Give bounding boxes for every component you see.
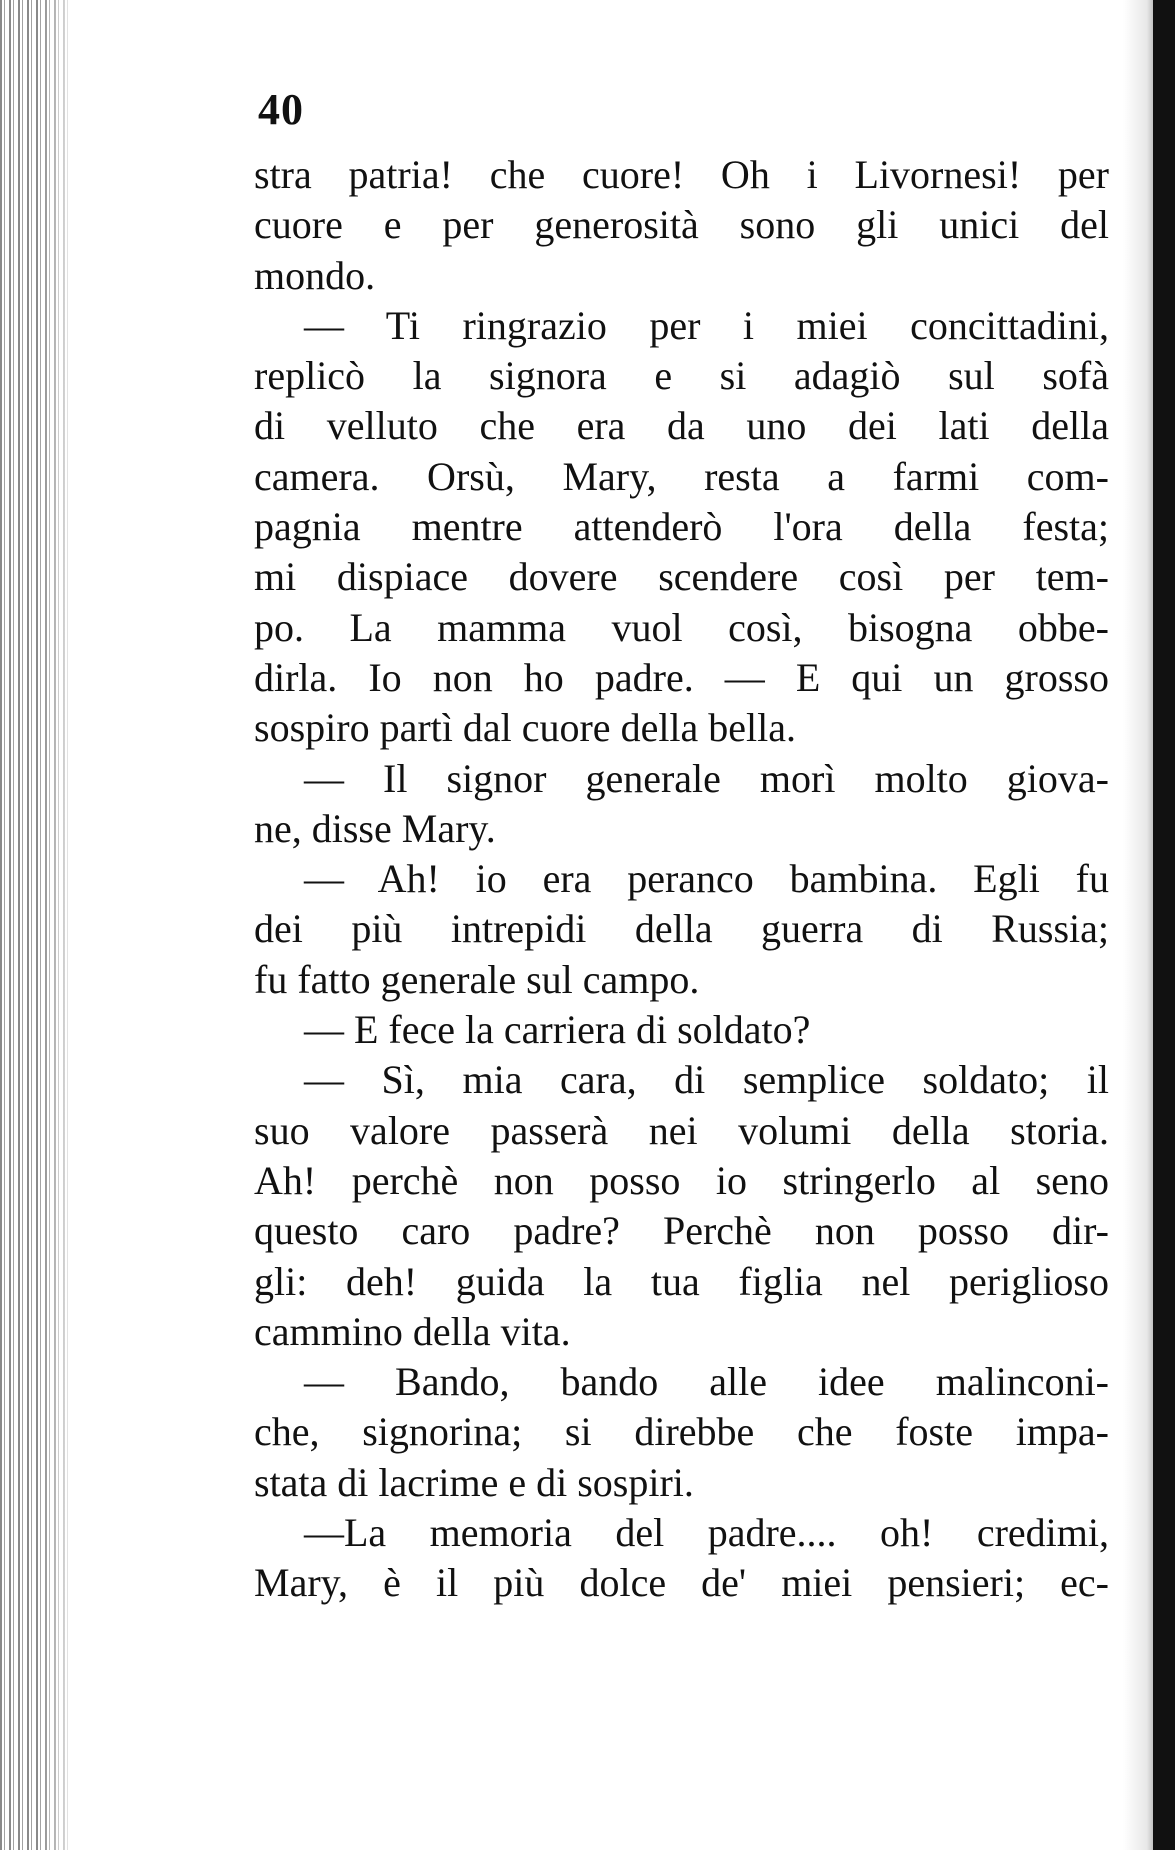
text-line: dirla. Io non ho padre. — E qui un grosso (254, 654, 1109, 700)
page-edge-shade (1123, 0, 1153, 1850)
text-line: po. La mamma vuol così, bisogna obbe- (254, 604, 1109, 650)
text-line: mondo. (254, 252, 376, 298)
text-line: questo caro padre? Perchè non posso dir- (254, 1208, 1109, 1254)
text-line: Ah! perchè non posso io stringerlo al seno (254, 1157, 1109, 1203)
text-line: replicò la signora e si adagiò sul sofà (254, 353, 1109, 399)
page-number: 40 (258, 85, 304, 134)
text-line: fu fatto generale sul campo. (254, 956, 700, 1002)
text-line: stata di lacrime e di sospiri. (254, 1459, 694, 1505)
text-line: sospiro partì dal cuore della bella. (254, 705, 797, 751)
text-line: stra patria! che cuore! Oh i Livornesi! per (254, 152, 1109, 197)
text-line: — Ti ringrazio per i miei concittadini, (304, 302, 1109, 348)
text-line: — Il signor generale morì molto giova- (304, 755, 1109, 801)
text-line: — Sì, mia cara, di semplice soldato; il (304, 1057, 1109, 1103)
text-line: cuore e per generosità sono gli unici del (254, 202, 1109, 248)
text-line: Mary, è il più dolce de' miei pensieri; ec- (254, 1560, 1109, 1606)
page-edge (1153, 0, 1175, 1850)
text-line: dei più intrepidi della guerra di Russia; (254, 906, 1109, 952)
binding-shadow-fade (40, 0, 80, 1850)
text-line: pagnia mentre attenderò l'ora della festa; (254, 504, 1109, 550)
text-line: — Bando, bando alle idee malinconi- (304, 1359, 1109, 1405)
text-line: cammino della vita. (254, 1308, 571, 1354)
text-line: mi dispiace dovere scendere così per tem- (254, 554, 1109, 600)
text-line: ne, disse Mary. (254, 805, 496, 851)
text-line: camera. Orsù, Mary, resta a farmi com- (254, 453, 1109, 499)
text-line: gli: deh! guida la tua figlia nel periglioso (254, 1258, 1109, 1304)
text-line: —La memoria del padre.... oh! credimi, (304, 1510, 1109, 1556)
text-line: — E fece la carriera di soldato? (304, 1007, 811, 1053)
text-line: suo valore passerà nei volumi della storia. (254, 1107, 1109, 1153)
body-text (254, 150, 1109, 1609)
text-line: che, signorina; si direbbe che foste impa- (254, 1409, 1109, 1455)
text-line: di velluto che era da uno dei lati della (254, 403, 1109, 449)
text-line: — Ah! io era peranco bambina. Egli fu (304, 856, 1109, 902)
